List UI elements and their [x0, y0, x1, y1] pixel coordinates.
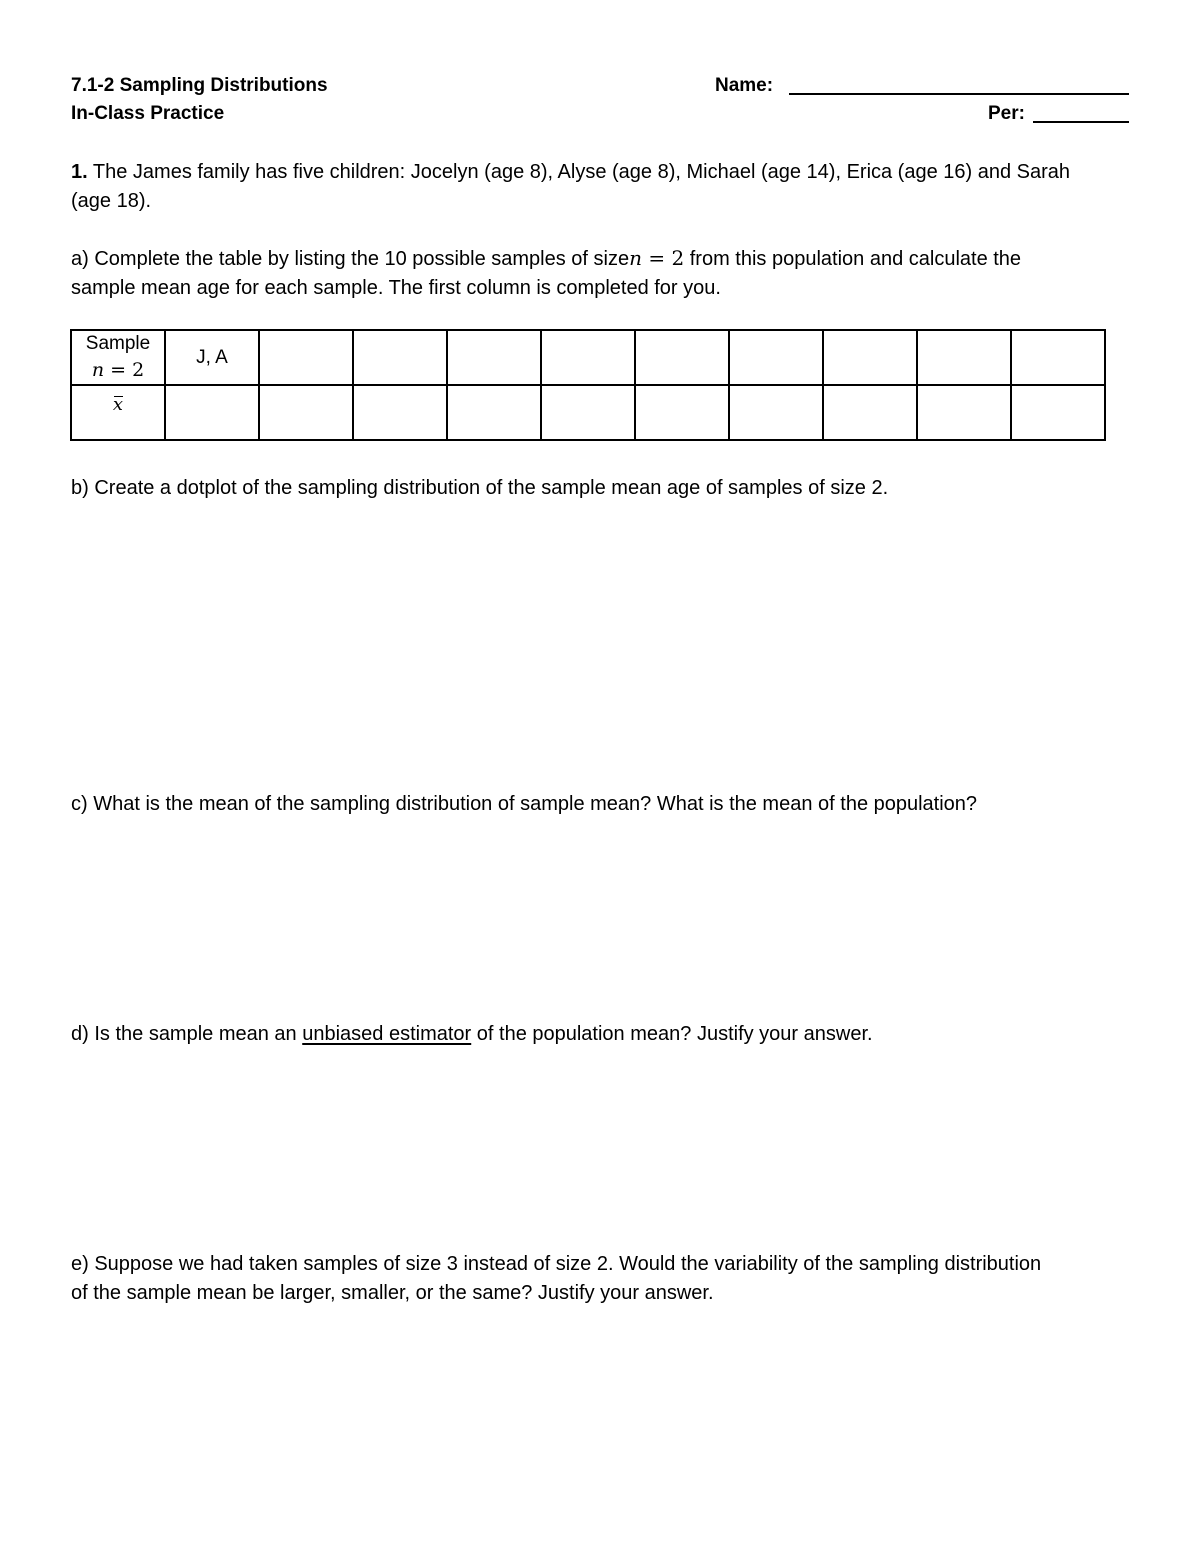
- part-e-answer-space[interactable]: [71, 1316, 1129, 1516]
- question-part-a: [71, 244, 1131, 303]
- part-b-answer-space[interactable]: [71, 510, 1129, 780]
- sample-cell[interactable]: [917, 330, 1011, 385]
- part-e-text-line1: e) Suppose we had taken samples of size 3 instead of size 2. Would the variability of the sampling distribution: [71, 1253, 1042, 1275]
- samples-table: [70, 329, 1106, 441]
- part-d-answer-space[interactable]: [71, 1056, 1129, 1246]
- part-d-underlined-term: unbiased estimator: [302, 1023, 472, 1045]
- part-d-text-end: of the population mean? Justify your answer.: [471, 1023, 873, 1045]
- sample-cell[interactable]: [635, 330, 729, 385]
- sample-mean-cell[interactable]: [165, 385, 259, 440]
- period-label: Per:: [988, 103, 1025, 124]
- worksheet-title: 7.1-2 Sampling Distributions: [71, 75, 328, 96]
- question-1: [71, 158, 1131, 216]
- part-c-answer-space[interactable]: [71, 826, 1129, 1016]
- question-part-e: [71, 1250, 1131, 1308]
- part-a-math-eq: = 2: [641, 246, 685, 270]
- samples-row: [71, 330, 1105, 385]
- sample-row-header: [71, 330, 165, 385]
- question-1-text-line1: The James family has five children: Jocelyn (age 8), Alyse (age 8), Michael (age 14), Erica (age 16) and Sarah: [92, 161, 1071, 183]
- name-blank-line[interactable]: [789, 93, 1129, 95]
- name-label: Name:: [715, 75, 774, 96]
- part-a-math-n: n: [629, 246, 642, 270]
- period-blank-line[interactable]: [1033, 121, 1129, 123]
- part-d-text-start: d) Is the sample mean an: [71, 1023, 303, 1045]
- sample-mean-cell[interactable]: [353, 385, 447, 440]
- part-a-text-line2: sample mean age for each sample. The first column is completed for you.: [71, 277, 721, 299]
- sample-mean-cell[interactable]: [823, 385, 917, 440]
- sample-mean-cell[interactable]: [917, 385, 1011, 440]
- part-a-text-start: a) Complete the table by listing the 10 possible samples of size: [71, 248, 630, 270]
- sample-cell[interactable]: [729, 330, 823, 385]
- part-e-text-line2: of the sample mean be larger, smaller, or the same? Justify your answer.: [71, 1282, 714, 1304]
- sample-header-word: Sample: [85, 333, 151, 354]
- question-part-d: [71, 1020, 1131, 1049]
- sample-cell[interactable]: J, A: [165, 330, 259, 385]
- sample-header-n: n: [91, 359, 105, 381]
- sample-mean-cell[interactable]: [635, 385, 729, 440]
- sample-cell[interactable]: [353, 330, 447, 385]
- question-part-b: b) Create a dotplot of the sampling distribution of the sample mean age of samples of size 2.: [71, 477, 889, 499]
- worksheet-subtitle: In-Class Practice: [71, 103, 225, 124]
- sample-cell[interactable]: [259, 330, 353, 385]
- sample-header-eq: = 2: [104, 359, 145, 381]
- sample-mean-row-header: [71, 385, 165, 440]
- sample-mean-cell[interactable]: [1011, 385, 1105, 440]
- sample-cell[interactable]: [541, 330, 635, 385]
- sample-cell[interactable]: [1011, 330, 1105, 385]
- sample-mean-cell[interactable]: [259, 385, 353, 440]
- sample-mean-cell[interactable]: [541, 385, 635, 440]
- sample-cell[interactable]: [823, 330, 917, 385]
- question-1-number: 1.: [71, 161, 88, 183]
- sample-cell[interactable]: [447, 330, 541, 385]
- sample-mean-cell[interactable]: [447, 385, 541, 440]
- sample-mean-row: [71, 385, 1105, 440]
- part-a-text-end: from this population and calculate the: [684, 248, 1022, 270]
- sample-mean-cell[interactable]: [729, 385, 823, 440]
- question-1-text-line2: (age 18).: [71, 190, 152, 212]
- question-part-c: c) What is the mean of the sampling distribution of sample mean? What is the mean of the population?: [71, 793, 978, 815]
- x-bar-symbol: x: [112, 393, 124, 415]
